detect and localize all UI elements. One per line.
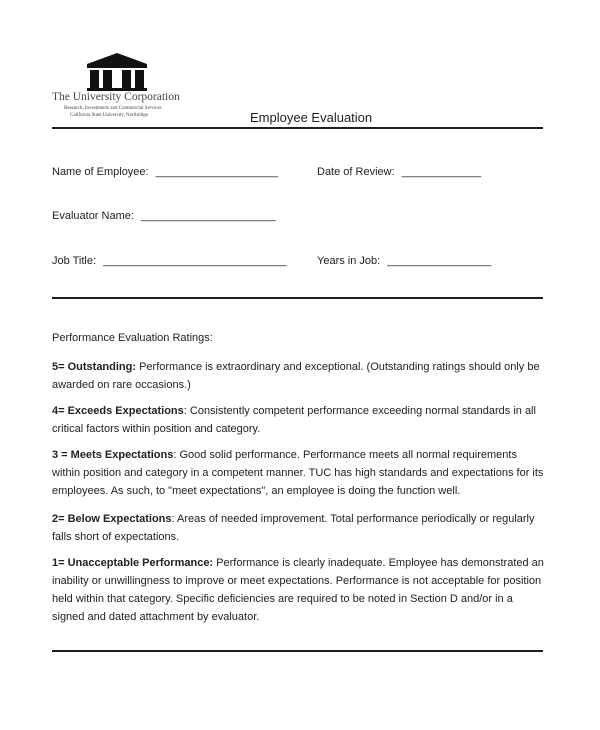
rating-label: 3 = Meets Expectations [52, 449, 174, 461]
ratings-heading: Performance Evaluation Ratings: [52, 332, 213, 344]
job-title-label: Job Title: [52, 255, 97, 267]
date-of-review-field[interactable]: _____________ [401, 166, 482, 178]
org-subtitle-2: California State University, Northridge [70, 113, 148, 118]
rating-exceeds-expectations [52, 402, 547, 438]
university-logo [52, 50, 182, 120]
rating-label: 5= Outstanding: [52, 361, 137, 373]
name-of-employee-field[interactable]: ____________________ [155, 166, 279, 178]
evaluator-name-field[interactable]: ______________________ [141, 210, 276, 222]
years-in-job-row [317, 252, 491, 270]
rating-label: 1= Unacceptable Performance: [52, 557, 214, 569]
job-title-field[interactable]: ______________________________ [103, 255, 287, 267]
rating-description: Performance is clearly inadequate. Employee has demonstrated an inability or unwillingness to improve or meet expectations. Performance is not acceptable for position held within that category. Specific deficiencies are required to be noted in Section D and/or in a signed and dated attachment by evaluator. [52, 557, 544, 623]
name-of-employee-row [52, 163, 278, 181]
rating-description: : Good solid performance. Performance meets all normal requirements within position and category in a competent manner. TUC has high standards and expectations for its employees. As such, to "meet expectations", an employee is doing the function well. [52, 449, 544, 497]
rating-description: Performance is extraordinary and exceptional. (Outstanding ratings should only be awarded on rare occasions.) [52, 361, 540, 391]
document-title: Employee Evaluation [250, 110, 373, 125]
name-of-employee-label: Name of Employee: [52, 166, 149, 178]
building-icon [52, 50, 182, 95]
org-subtitle-1: Research, Investments and Commercial Services [64, 106, 162, 111]
date-of-review-label: Date of Review: [317, 166, 395, 178]
rating-label: 4= Exceeds Expectations [52, 405, 184, 417]
rating-description: : Consistently competent performance exceeding normal standards in all critical factors within position and category. [52, 405, 536, 435]
divider-top [52, 127, 543, 129]
rating-unacceptable-performance [52, 554, 547, 626]
divider-middle [52, 297, 543, 299]
rating-meets-expectations [52, 446, 547, 500]
job-title-row [52, 252, 287, 270]
rating-label: 2= Below Expectations [52, 513, 172, 525]
date-of-review-row [317, 163, 481, 181]
rating-below-expectations [52, 510, 547, 546]
rating-description: : Areas of needed improvement. Total performance periodically or regularly falls short of expectations. [52, 513, 535, 543]
years-in-job-label: Years in Job: [317, 255, 381, 267]
evaluator-name-label: Evaluator Name: [52, 210, 134, 222]
rating-outstanding [52, 358, 547, 394]
evaluator-name-row [52, 207, 276, 225]
divider-bottom [52, 650, 543, 652]
org-name: The University Corporation [52, 91, 180, 103]
years-in-job-field[interactable]: _________________ [387, 255, 492, 267]
